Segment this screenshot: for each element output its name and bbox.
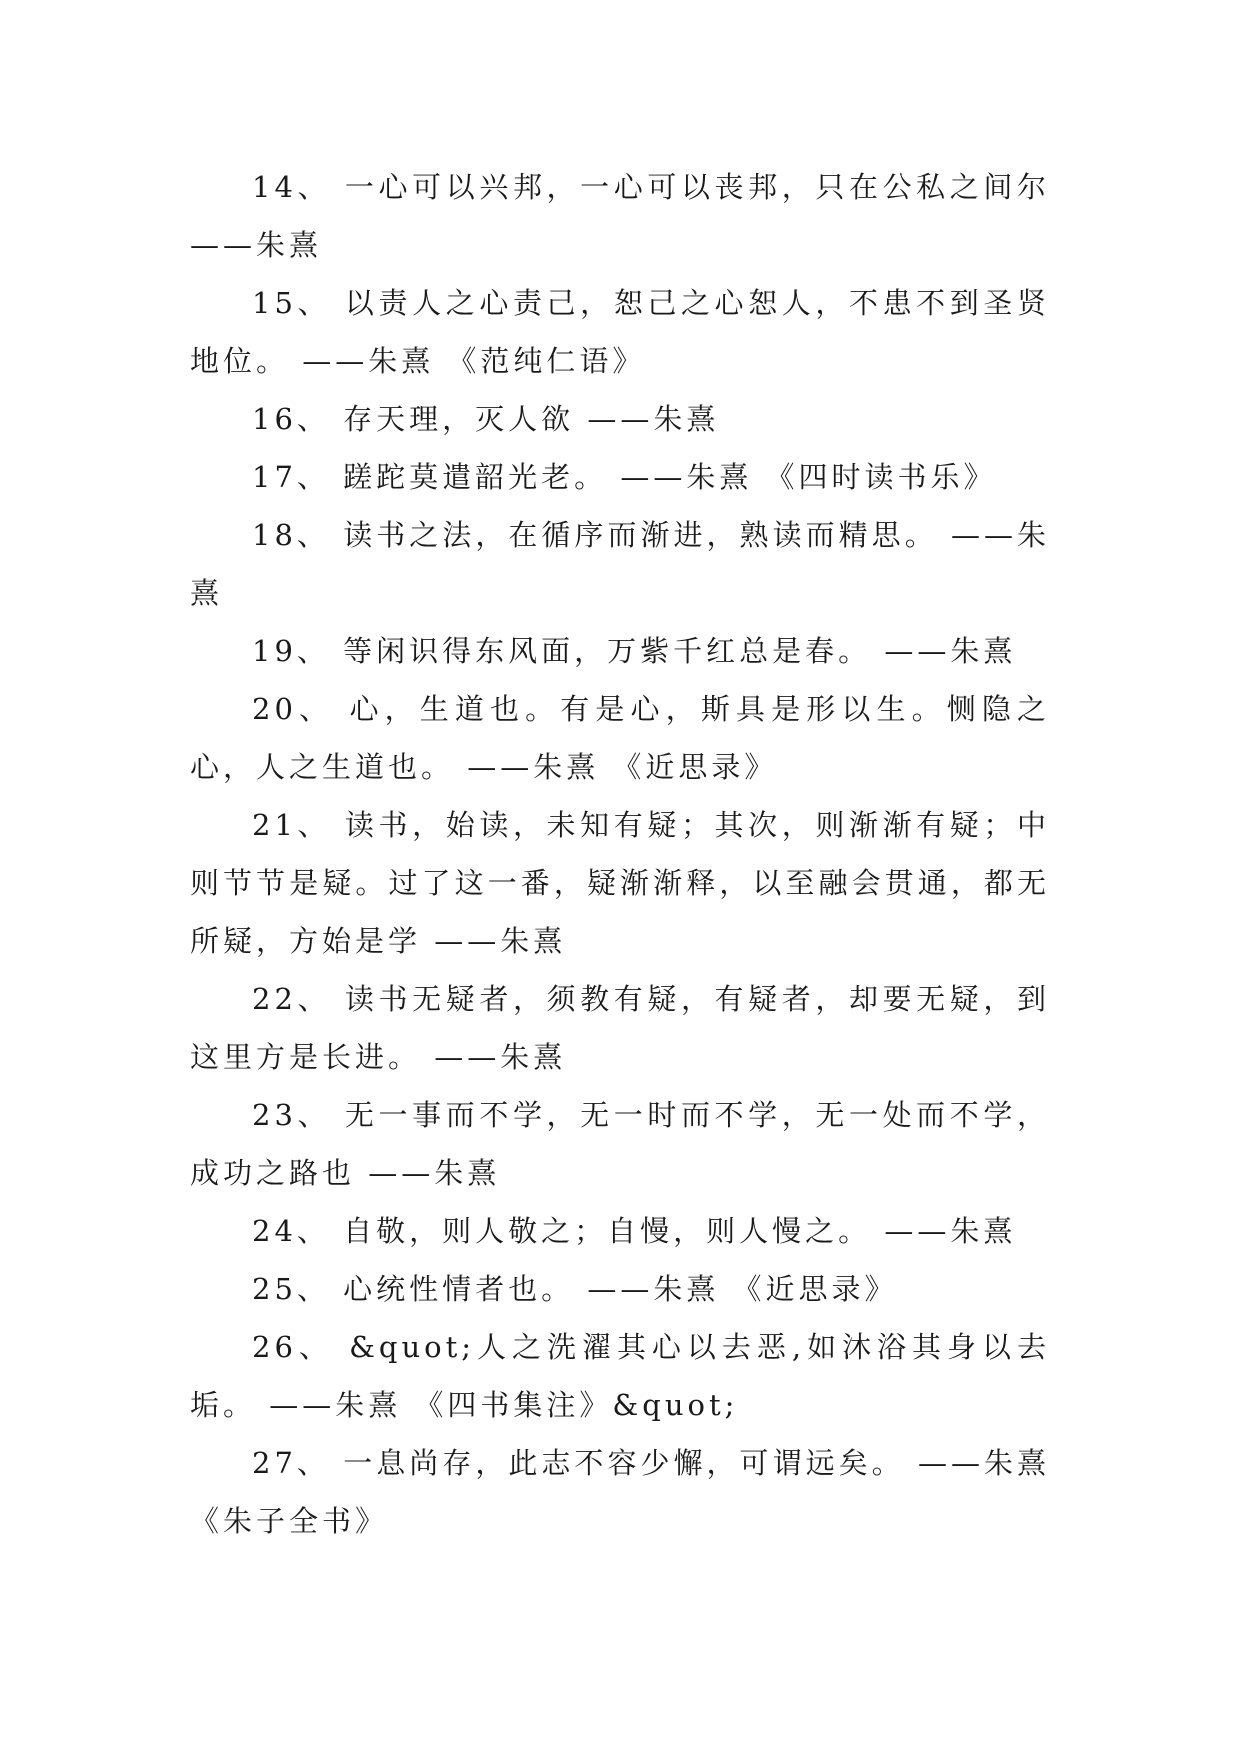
entry-text: 存天理，灭人欲 ——朱熹 [329, 402, 720, 436]
entry-number: 21、 [252, 808, 332, 842]
list-item [190, 796, 1050, 970]
entry-number: 22、 [252, 982, 332, 1016]
entry-text: 读书之法，在循序而渐进，熟读而精思。 ——朱熹 [190, 518, 1051, 610]
entry-number: 19、 [252, 634, 330, 668]
entry-number: 18、 [252, 518, 330, 552]
list-item [190, 622, 1050, 680]
entry-text: 以责人之心责己，恕己之心恕人，不患不到圣贤地位。 ——朱熹 《范纯仁语》 [190, 286, 1050, 378]
list-item [190, 970, 1050, 1086]
entry-text: 一息尚存，此志不容少懈，可谓远矣。 ——朱熹 《朱子全书》 [190, 1446, 1051, 1538]
entry-number: 15、 [252, 286, 332, 320]
list-item [190, 1318, 1050, 1434]
entry-number: 24、 [252, 1214, 330, 1248]
list-item [190, 1260, 1050, 1318]
entry-text: &quot;人之洗濯其心以去恶,如沐浴其身以去垢。 ——朱熹 《四书集注》&quot; [190, 1330, 1050, 1422]
list-item [190, 506, 1050, 622]
entry-text: 读书，始读，未知有疑；其次，则渐渐有疑；中则节节是疑。过了这一番，疑渐渐释，以至融会贯通，都无所疑，方始是学 ——朱熹 [190, 808, 1050, 958]
list-item [190, 1434, 1050, 1550]
list-item [190, 158, 1050, 274]
entry-text: 蹉跎莫遣韶光老。 ——朱熹 《四时读书乐》 [329, 460, 997, 494]
entry-text: 等闲识得东风面，万紫千红总是春。 ——朱熹 [329, 634, 1017, 668]
entry-text: 自敬，则人敬之；自慢，则人慢之。 ——朱熹 [329, 1214, 1017, 1248]
list-item [190, 390, 1050, 448]
list-item [190, 448, 1050, 506]
entry-number: 16、 [252, 402, 330, 436]
entry-number: 20、 [252, 692, 335, 726]
quote-list [190, 158, 1050, 1550]
entry-text: 读书无疑者，须教有疑，有疑者，却要无疑，到这里方是长进。 ——朱熹 [190, 982, 1050, 1074]
entry-text: 无一事而不学，无一时而不学，无一处而不学，成功之路也 ——朱熹 [190, 1098, 1050, 1190]
entry-text: 心统性情者也。 ——朱熹 《近思录》 [329, 1272, 898, 1306]
entry-text: 心，生道也。有是心，斯具是形以生。恻隐之心，人之生道也。 ——朱熹 《近思录》 [190, 692, 1050, 784]
entry-text: 一心可以兴邦，一心可以丧邦，只在公私之间尔 ——朱熹 [190, 170, 1050, 262]
list-item [190, 1086, 1050, 1202]
entry-number: 14、 [252, 170, 332, 204]
entry-number: 27、 [252, 1446, 330, 1480]
list-item [190, 680, 1050, 796]
list-item [190, 1202, 1050, 1260]
entry-number: 23、 [252, 1098, 332, 1132]
entry-number: 26、 [252, 1330, 334, 1364]
entry-number: 25、 [252, 1272, 330, 1306]
entry-number: 17、 [252, 460, 330, 494]
list-item [190, 274, 1050, 390]
